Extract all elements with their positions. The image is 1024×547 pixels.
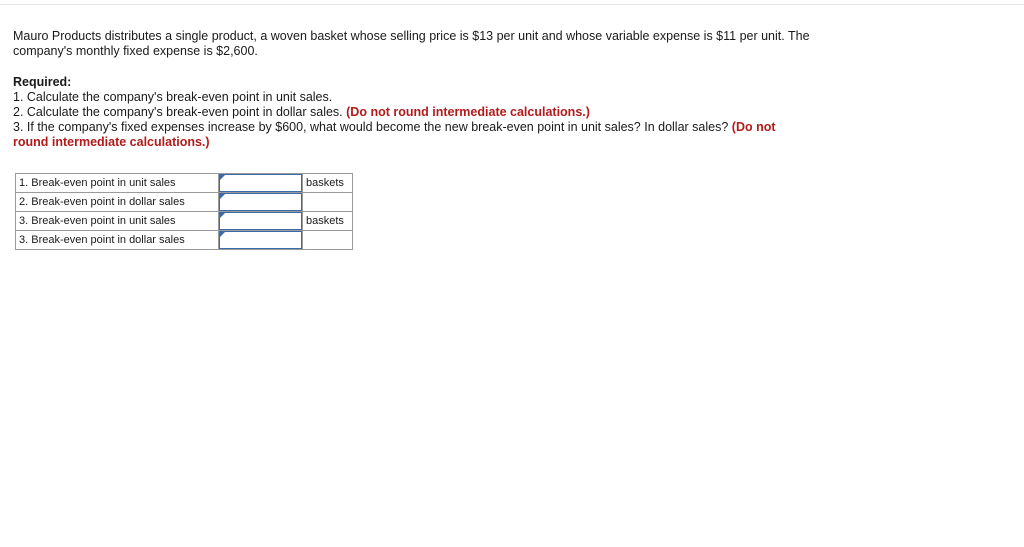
row-label: 1. Break-even point in unit sales bbox=[16, 174, 219, 193]
unit-label bbox=[303, 231, 353, 250]
unit-sales-input[interactable] bbox=[219, 174, 302, 192]
requirement-1-text: 1. Calculate the company's break-even point in unit sales. bbox=[13, 90, 333, 104]
answer-cell bbox=[219, 231, 303, 250]
required-heading: Required: bbox=[13, 75, 72, 89]
answer-table bbox=[15, 173, 353, 250]
top-divider bbox=[0, 4, 1024, 5]
answer-cell bbox=[219, 174, 303, 193]
new-unit-sales-input[interactable] bbox=[219, 212, 302, 230]
unit-label: baskets bbox=[303, 174, 353, 193]
dollar-sales-input[interactable] bbox=[219, 193, 302, 211]
row-label: 3. Break-even point in dollar sales bbox=[16, 231, 219, 250]
requirement-2-text: 2. Calculate the company's break-even point in dollar sales. bbox=[13, 105, 343, 119]
requirement-3-note: (Do not round intermediate calculations.) bbox=[13, 120, 776, 149]
requirement-1 bbox=[13, 90, 813, 105]
requirement-2-note: (Do not round intermediate calculations.) bbox=[346, 105, 590, 119]
table-row bbox=[16, 212, 353, 231]
row-label: 2. Break-even point in dollar sales bbox=[16, 193, 219, 212]
problem-statement bbox=[13, 29, 813, 150]
unit-label bbox=[303, 193, 353, 212]
requirement-3-text: 3. If the company's fixed expenses increase by $600, what would become the new break-even point in unit sales? In dollar sales? bbox=[13, 120, 729, 134]
answer-cell bbox=[219, 212, 303, 231]
row-label: 3. Break-even point in unit sales bbox=[16, 212, 219, 231]
unit-label: baskets bbox=[303, 212, 353, 231]
new-dollar-sales-input[interactable] bbox=[219, 231, 302, 249]
table-row bbox=[16, 174, 353, 193]
problem-intro: Mauro Products distributes a single product, a woven basket whose selling price is $13 per unit and whose variable expense is $11 per unit. The company's monthly fixed expense is $2,600. bbox=[13, 29, 810, 58]
table-row bbox=[16, 193, 353, 212]
requirement-2 bbox=[13, 105, 813, 120]
table-row bbox=[16, 231, 353, 250]
requirement-3 bbox=[13, 120, 813, 150]
answer-cell bbox=[219, 193, 303, 212]
